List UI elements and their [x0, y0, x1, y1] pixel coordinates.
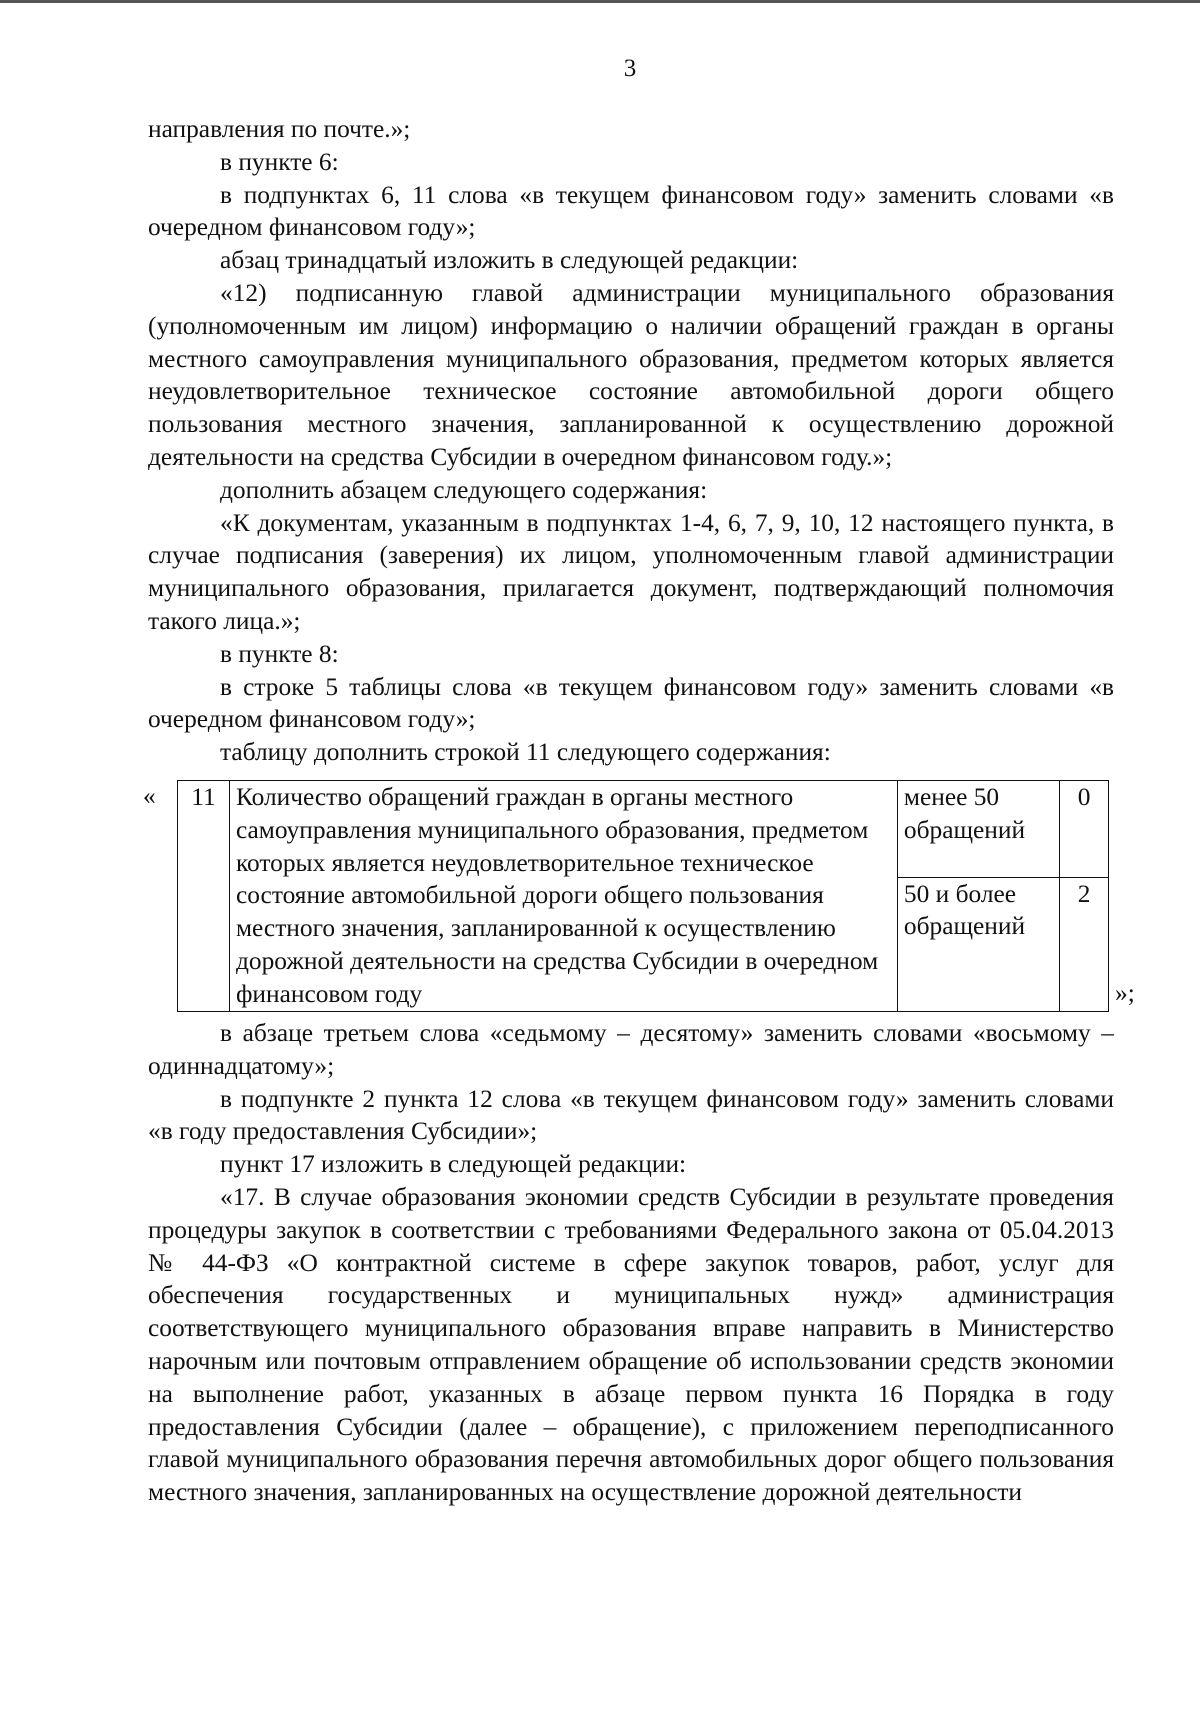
table-criterion-value: 50 и более обращений [897, 877, 1059, 1011]
table-row-number: 11 [178, 780, 230, 1011]
paragraph: пункт 17 изложить в следующей редакции: [220, 1150, 687, 1179]
paragraph: направления по почте.»; [148, 115, 411, 143]
paragraph: абзац тринадцатый изложить в следующей редакции: [220, 246, 799, 275]
paragraph: в пункте 8: [220, 639, 339, 668]
table-criterion-points: 0 [1060, 780, 1109, 877]
bottom-paragraphs [148, 1017, 1114, 1509]
inserted-table-row-11 [177, 780, 1109, 1012]
paragraph: таблицу дополнить строкой 11 следующего содержания: [220, 738, 831, 767]
paragraph: в абзаце третьем слова «седьмому – десятому» заменить словами «восьмому – одиннадцатому»; [148, 1018, 1114, 1080]
paragraph: в строке 5 таблицы слова «в текущем финансовом году» заменить словами «в очередном финансовом году»; [148, 672, 1114, 734]
paragraph: в подпункте 2 пункта 12 слова «в текущем финансовом году» заменить словами «в году предоставления Субсидии»; [148, 1084, 1114, 1146]
top-scan-edge [0, 0, 1200, 3]
table-close-quote: »; [1115, 978, 1135, 1007]
paragraph: «12) подписанную главой администрации муниципального образования (уполномоченным им лицом) информацию о наличии обращений граждан в органы местного самоуправления муниципального образования, предметом которых является неудовлетворительное техническое состояние автомобильной дороги общего пользования местного значения, запланированной к осуществлению дорожной деятельности на средства Субсидии в очередном финансовом году.»; [148, 278, 1114, 471]
paragraph: в пункте 6: [220, 147, 339, 176]
paragraph: «К документам, указанным в подпунктах 1-4, 6, 7, 9, 10, 12 настоящего пункта, в случае подписания (заверения) их лицом, уполномоченным главой администрации муниципального образования, прилагается документ, подтверждающий полномочия такого лица.»; [148, 508, 1114, 635]
inserted-table-block [143, 780, 1135, 1009]
table-criterion-points: 2 [1060, 877, 1109, 1011]
table-criterion-value: менее 50 обращений [897, 780, 1059, 877]
paragraph: дополнить абзацем следующего содержания: [220, 475, 708, 504]
top-paragraphs [148, 113, 1114, 769]
table-open-quote: « [143, 781, 156, 810]
table-criterion-description: Количество обращений граждан в органы местного самоуправления муниципального образования, предметом которых является неудовлетворительное техническое состояние автомобильной дороги общего пользования местного значения, запланированной к осуществлению дорожной деятельности на средства Субсидии в очередном финансовом году [229, 780, 897, 1011]
paragraph: в подпунктах 6, 11 слова «в текущем финансовом году» заменить словами «в очередном финансовом году»; [148, 180, 1114, 242]
page-number: 3 [623, 55, 637, 82]
paragraph: «17. В случае образования экономии средств Субсидии в результате проведения процедуры закупок в соответствии с требованиями Федерального закона от 05.04.2013 № 44-ФЗ «О контрактной системе в сфере закупок товаров, работ, услуг для обеспечения государственных и муниципальных нужд» администрация соответствующего муниципального образования вправе направить в Министерство нарочным или почтовым отправлением обращение об использовании средств экономии на выполнение работ, указанных в абзаце первом пункта 16 Порядка в году предоставления Субсидии (далее – обращение), с приложением переподписанного главой муниципального образования перечня автомобильных дорог общего пользования местного значения, запланированных на осуществление дорожной деятельности [148, 1182, 1114, 1507]
document-body [143, 113, 1135, 1509]
